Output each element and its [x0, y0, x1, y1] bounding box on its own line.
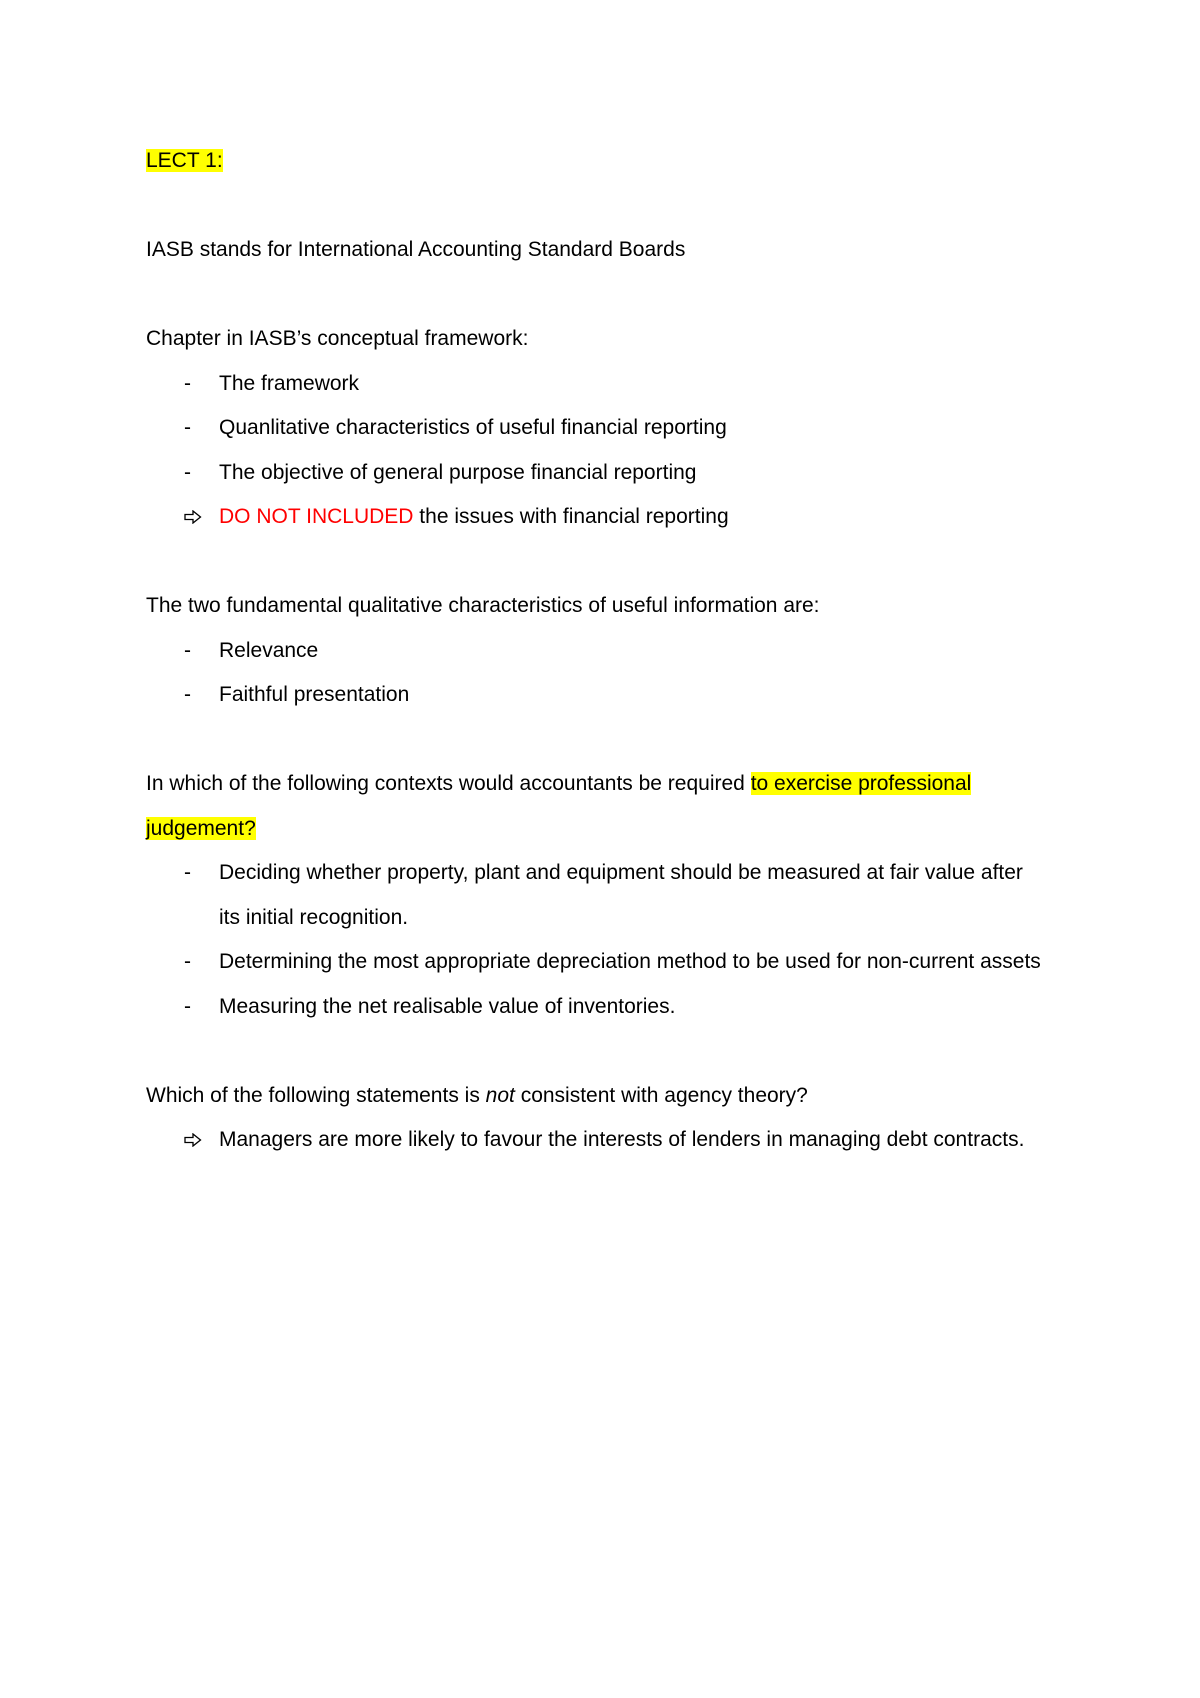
list-item: - Relevance: [146, 629, 1046, 674]
question-one-list: [146, 851, 1046, 1029]
emphasis-text: not: [485, 1083, 515, 1107]
dash-bullet: -: [184, 460, 191, 484]
iasb-definition: IASB stands for International Accounting Standard Boards: [146, 238, 686, 261]
fundamental-list: [146, 629, 1046, 718]
question-one: In which of the following contexts would accountants be required to exercise professional: [146, 772, 972, 795]
list-item: - Determining the most appropriate depreciation method to be used for non-current assets: [146, 940, 1046, 985]
list-item: - Deciding whether property, plant and equipment should be measured at fair value after its initial recognition.: [146, 851, 1046, 940]
list-item: - Quanlitative characteristics of useful financial reporting: [146, 406, 1046, 451]
highlighted-text: to exercise professional: [750, 772, 972, 795]
arrow-right-icon: [184, 1118, 208, 1163]
question-two: Which of the following statements is not consistent with agency theory?: [146, 1083, 808, 1107]
list-item-answer: Managers are more likely to favour the interests of lenders in managing debt contracts.: [146, 1118, 1046, 1163]
list-item: - The objective of general purpose financial reporting: [146, 451, 1046, 496]
list-item: - Faithful presentation: [146, 673, 1046, 718]
list-item: - Measuring the net realisable value of inventories.: [146, 985, 1046, 1030]
question-one-continued: [146, 807, 1046, 852]
dash-bullet: -: [184, 861, 191, 884]
blank-line: [146, 540, 1046, 585]
list-item-note: DO NOT INCLUDED the issues with financial reporting: [146, 495, 1046, 540]
dash-bullet: -: [184, 416, 191, 439]
question-two-list: [146, 1118, 1046, 1163]
list-item: - The framework: [146, 362, 1046, 407]
blank-line: [146, 273, 1046, 318]
highlighted-text: judgement?: [146, 816, 256, 840]
dash-bullet: -: [184, 950, 191, 973]
chapter-intro: Chapter in IASB’s conceptual framework:: [146, 327, 529, 350]
fundamental-intro: The two fundamental qualitative characteristics of useful information are:: [146, 594, 820, 617]
lecture-heading: LECT 1:: [146, 149, 223, 172]
blank-line: [146, 1029, 1046, 1074]
dash-bullet: -: [184, 371, 191, 395]
dash-bullet: -: [184, 994, 191, 1018]
arrow-right-icon: [184, 495, 208, 540]
dash-bullet: -: [184, 683, 191, 706]
blank-line: [146, 718, 1046, 763]
document-body: [146, 139, 1046, 1163]
warning-text: DO NOT INCLUDED: [219, 505, 414, 528]
dash-bullet: -: [184, 638, 191, 662]
chapter-list: [146, 362, 1046, 540]
blank-line: [146, 184, 1046, 229]
